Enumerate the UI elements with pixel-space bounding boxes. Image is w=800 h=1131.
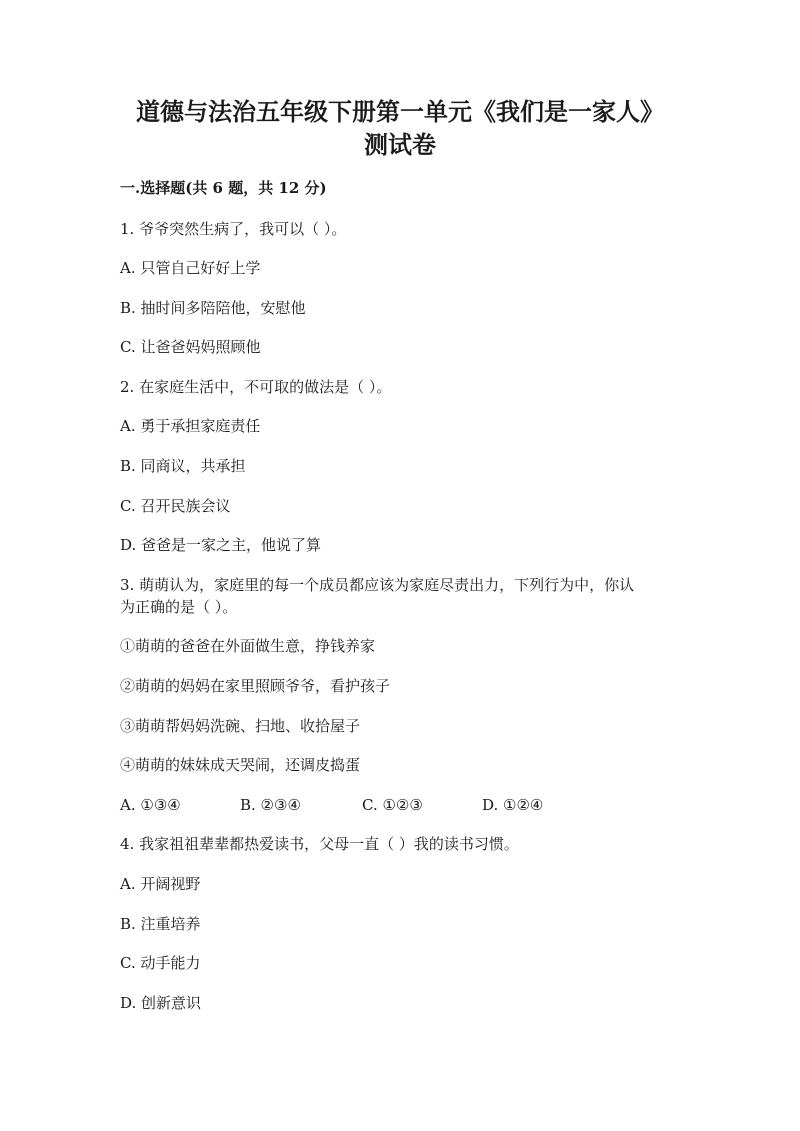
question-4-option-b: B. 注重培养 bbox=[120, 915, 201, 933]
question-3-statement-2: ②萌萌的妈妈在家里照顾爷爷，看护孩子 bbox=[120, 677, 391, 695]
question-2-option-c: C. 召开民族会议 bbox=[120, 497, 231, 515]
question-3-option-b: B. ②③④ bbox=[240, 796, 301, 814]
question-3-option-d: D. ①②④ bbox=[482, 796, 544, 814]
question-4-option-d: D. 创新意识 bbox=[120, 994, 202, 1012]
question-2-option-b: B. 同商议，共承担 bbox=[120, 457, 246, 475]
question-1-option-c: C. 让爸爸妈妈照顾他 bbox=[120, 338, 261, 356]
question-4-stem: 4. 我家祖祖辈辈都热爱读书，父母一直（ ）我的读书习惯。 bbox=[120, 835, 519, 853]
document-title: 道德与法治五年级下册第一单元《我们是一家人》 bbox=[136, 97, 664, 126]
question-3-option-c: C. ①②③ bbox=[362, 796, 423, 814]
question-3-statement-4: ④萌萌的妹妹成天哭闹，还调皮捣蛋 bbox=[120, 756, 361, 774]
question-1-option-b: B. 抽时间多陪陪他，安慰他 bbox=[120, 299, 306, 317]
question-4-option-c: C. 动手能力 bbox=[120, 954, 201, 972]
question-3-statement-3: ③萌萌帮妈妈洗碗、扫地、收拾屋子 bbox=[120, 717, 361, 735]
question-3-option-a: A. ①③④ bbox=[120, 796, 181, 814]
question-3-statement-1: ①萌萌的爸爸在外面做生意，挣钱养家 bbox=[120, 637, 376, 655]
question-3-stem: 3. 萌萌认为，家庭里的每一个成员都应该为家庭尽责出力，下列行为中，你认 bbox=[120, 576, 635, 594]
document-title-line2: 测试卷 bbox=[364, 130, 436, 159]
question-2-option-d: D. 爸爸是一家之主，他说了算 bbox=[120, 536, 322, 554]
question-4-option-a: A. 开阔视野 bbox=[120, 875, 201, 893]
section-heading: 一.选择题(共 6 题，共 12 分) bbox=[120, 179, 327, 197]
question-2-stem: 2. 在家庭生活中，不可取的做法是（ ）。 bbox=[120, 378, 392, 396]
question-1-option-a: A. 只管自己好好上学 bbox=[120, 259, 261, 277]
question-2-option-a: A. 勇于承担家庭责任 bbox=[120, 417, 261, 435]
question-1-stem: 1. 爷爷突然生病了，我可以（ ）。 bbox=[120, 220, 347, 238]
question-3-stem-line2: 为正确的是（ ）。 bbox=[120, 598, 238, 616]
